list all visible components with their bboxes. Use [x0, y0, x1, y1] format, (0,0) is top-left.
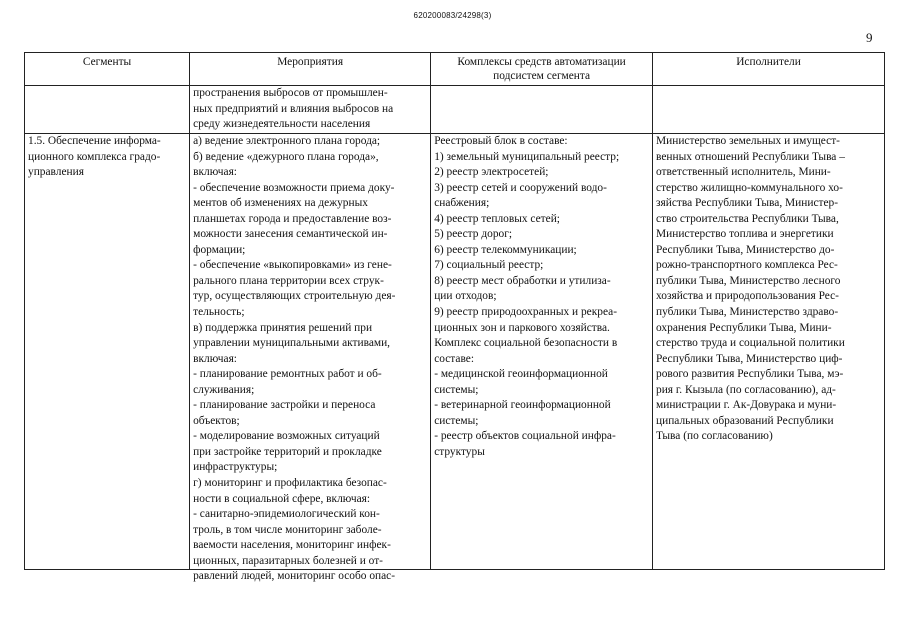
cell-text-line: Реестровый блок в составе:: [434, 135, 568, 147]
cell-text-line: - реестр объектов социальной инфра-: [434, 430, 616, 443]
cell-text-line: Тыва (по согласованию): [656, 430, 773, 443]
cell-text-line: в) поддержка принятия решений при: [193, 321, 373, 334]
header-segments: [25, 53, 190, 86]
cell-text-line: тельность;: [193, 306, 245, 319]
cell-text-line: троль, в том числе мониторинг заболе-: [193, 523, 382, 536]
cell-text-line: г) мониторинг и профилактика безопас-: [193, 477, 387, 490]
table-header-row: [25, 53, 885, 86]
cell-executors-continuation: [653, 86, 885, 134]
cell-text-line: равлений людей, мониторинг особо опас-: [193, 570, 396, 583]
cell-text-line: министрации г. Ак-Довурака и муни-: [656, 399, 837, 412]
cell-text-line: системы;: [434, 383, 479, 396]
cell-text-line: публики Тыва, Министерство лесного: [656, 274, 841, 287]
cell-text-line: охранения Республики Тыва, Мини-: [656, 321, 832, 334]
cell-text-line: 6) реестр телекоммуникации;: [434, 243, 577, 256]
cell-text-line: тур, осуществляющих строительную дея-: [193, 290, 396, 303]
cell-executors: [653, 134, 885, 570]
cell-text-line: включая:: [193, 166, 237, 179]
cell-text-line: - ветеринарной геоинформационной: [434, 399, 611, 412]
cell-text-line: 3) реестр сетей и сооружений водо-: [434, 181, 607, 194]
cell-text-line: 4) реестр тепловых сетей;: [434, 212, 560, 225]
cell-text-line: ментов об изменениях на дежурных: [193, 197, 368, 210]
cell-text-line: ципальных образований Республики: [656, 414, 834, 427]
cell-text-line: подсистем сегмента: [493, 70, 591, 82]
cell-measures: [190, 134, 431, 583]
cell-text-line: 2) реестр электросетей;: [434, 166, 549, 179]
cell-text-line: пространения выбросов от промышлен-: [193, 87, 388, 99]
cell-text-line: планшетах города и предоставление воз-: [193, 212, 392, 225]
cell-automation: [431, 134, 653, 570]
cell-text-line: рия г. Кызыла (по согласованию), ад-: [656, 383, 836, 396]
cell-text-line: зяйства Республики Тыва, Министер-: [656, 197, 839, 210]
cell-text-line: рального плана территории всех струк-: [193, 274, 384, 287]
cell-text-line: Мероприятия: [277, 56, 344, 68]
table-row-continuation: [25, 86, 885, 134]
header-automation: [431, 53, 653, 86]
cell-text-line: публики Тыва, Министерство здраво-: [656, 306, 839, 319]
cell-text-line: Исполнители: [736, 56, 801, 68]
cell-text-line: б) ведение «дежурного плана города»,: [193, 150, 379, 163]
cell-text-line: ционного комплекса градо-: [28, 150, 161, 163]
cell-text-line: системы;: [434, 414, 479, 427]
cell-text-line: хозяйства и природопользования Рес-: [656, 290, 839, 303]
cell-text-line: - медицинской геоинформационной: [434, 368, 608, 381]
header-line: Сегменты: [82, 56, 132, 68]
header-measures: [190, 53, 431, 86]
cell-text-line: формации;: [193, 243, 246, 256]
cell-text-line: Комплекс социальной безопасности в: [434, 337, 618, 350]
cell-text-line: ционных зон и паркового хозяйства.: [434, 321, 610, 334]
cell-text-line: 8) реестр мест обработки и утилиза-: [434, 274, 611, 287]
measures-table: [24, 52, 885, 583]
cell-text-line: ответственный исполнитель, Мини-: [656, 166, 831, 179]
cell-automation-continuation: [431, 86, 653, 134]
cell-text-line: структуры: [434, 445, 485, 458]
cell-text-line: стерство труда и социальной политики: [656, 337, 845, 350]
cell-text-line: Республики Тыва, Министерство до-: [656, 243, 835, 256]
cell-text-line: ции отходов;: [434, 290, 497, 303]
cell-text-line: ных предприятий и влияния выбросов на: [193, 102, 394, 115]
table-row: [25, 134, 885, 570]
cell-measures-continuation: [190, 86, 431, 134]
cell-text-line: можности занесения семантической ин-: [193, 228, 388, 241]
cell-text-line: - моделирование возможных ситуаций: [193, 430, 380, 443]
cell-text-line: рожно-транспортного комплекса Рес-: [656, 259, 838, 272]
cell-text-line: венных отношений Республики Тыва –: [656, 150, 845, 163]
cell-text-line: включая:: [193, 352, 237, 365]
cell-text-line: - планирование ремонтных работ и об-: [193, 368, 382, 381]
cell-text-line: - санитарно-эпидемиологический кон-: [193, 508, 380, 521]
cell-text-line: составе:: [434, 352, 474, 365]
cell-text-line: 9) реестр природоохранных и рекреа-: [434, 306, 617, 319]
cell-text-line: Министерство топлива и энергетики: [656, 228, 834, 241]
cell-text-line: 5) реестр дорог;: [434, 228, 513, 241]
cell-text-line: ваемости населения, мониторинг инфек-: [193, 539, 391, 552]
header-executors: [653, 53, 885, 86]
cell-text-line: управления: [28, 166, 84, 179]
cell-text-line: ство строительства Республики Тыва,: [656, 212, 839, 225]
cell-text-line: 7) социальный реестр;: [434, 259, 544, 272]
cell-text-line: ционных, паразитарных болезней и от-: [193, 554, 383, 567]
cell-text-line: Комплексы средств автоматизации: [457, 56, 626, 68]
page-number: 9: [866, 30, 873, 45]
cell-text-line: 1) земельный муниципальный реестр;: [434, 150, 620, 163]
cell-text-line: 1.5. Обеспечение информа-: [28, 135, 161, 147]
cell-text-line: Республики Тыва, Министерство циф-: [656, 352, 843, 365]
cell-text-line: - обеспечение возможности приема доку-: [193, 181, 395, 194]
cell-text-line: при застройке территорий и прокладке: [193, 445, 382, 458]
cell-text-line: служивания;: [193, 383, 255, 396]
cell-text-line: а) ведение электронного плана города;: [193, 135, 381, 147]
cell-text-line: объектов;: [193, 414, 240, 427]
cell-text-line: снабжения;: [434, 197, 490, 210]
cell-text-line: рового развития Республики Тыва, мэ-: [656, 368, 844, 381]
cell-text-line: ности в социальной сфере, включая:: [193, 492, 371, 505]
cell-text-line: стерство жилищно-коммунального хо-: [656, 181, 843, 194]
cell-text-line: инфраструктуры;: [193, 461, 278, 474]
cell-text-line: Министерство земельных и имущест-: [656, 135, 840, 147]
cell-text-line: - планирование застройки и переноса: [193, 399, 376, 412]
cell-text-line: среду жизнедеятельности населения: [193, 118, 371, 131]
document-id: 620200083/24298(3): [413, 11, 492, 20]
cell-text-line: управлении муниципальными активами,: [193, 337, 391, 350]
cell-text-line: - обеспечение «выкопировками» из гене-: [193, 259, 392, 272]
cell-segment: [25, 134, 190, 570]
cell-segment-continuation: [25, 86, 190, 134]
